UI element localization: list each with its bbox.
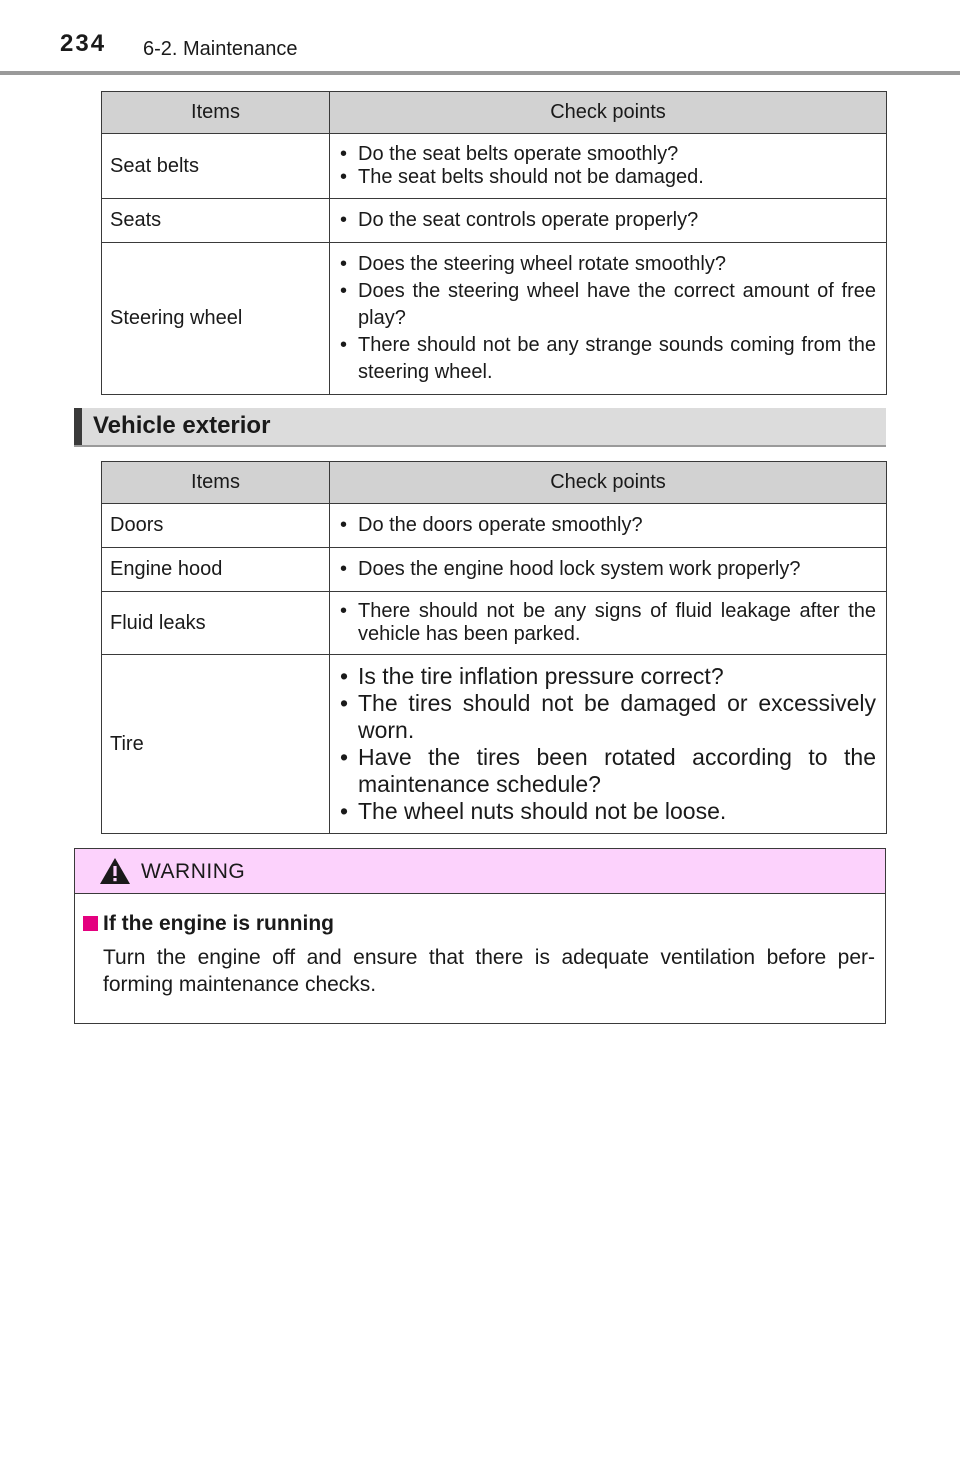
column-header-check-points: Check points <box>330 462 887 504</box>
warning-text: Turn the engine off and ensure that there is adequate ventilation before per-forming maintenance checks. <box>103 946 875 996</box>
page-number: 234 <box>60 30 107 57</box>
warning-header <box>75 849 885 894</box>
table-row <box>102 655 887 834</box>
section-title: 6-2. Maintenance <box>143 38 298 60</box>
row-item-steering-wheel: Steering wheel <box>102 243 330 395</box>
table-header-row <box>102 462 887 504</box>
check-point: • There should not be any strange sounds coming from the steering wheel. <box>338 332 876 386</box>
table-row <box>102 592 887 655</box>
check-point: • The tires should not be damaged or excessively worn. <box>338 690 876 744</box>
table-row <box>102 504 887 548</box>
check-point: • The wheel nuts should not be loose. <box>338 798 876 825</box>
section-heading-vehicle-exterior: Vehicle exterior <box>93 412 271 439</box>
page-header <box>0 0 960 76</box>
section-heading-rule <box>74 445 886 447</box>
row-item-engine-hood: Engine hood <box>102 548 330 592</box>
warning-triangle-icon <box>99 857 131 885</box>
table-row <box>102 243 887 395</box>
row-check-points <box>330 655 887 834</box>
column-header-check-points: Check points <box>330 92 887 134</box>
row-check-points <box>330 504 887 548</box>
check-point: • Does the engine hood lock system work properly? <box>338 556 876 583</box>
row-check-points <box>330 548 887 592</box>
table-row <box>102 199 887 243</box>
check-point: • There should not be any signs of fluid leakage after the vehicle has been parked. <box>338 600 876 646</box>
warning-title: WARNING <box>141 860 246 883</box>
warning-subtitle: If the engine is running <box>103 912 334 935</box>
column-header-items: Items <box>102 92 330 134</box>
check-point: • Do the seat controls operate properly? <box>338 207 876 234</box>
row-check-points <box>330 199 887 243</box>
table-header-row <box>102 92 887 134</box>
check-point: • Does the steering wheel have the correct amount of free play? <box>338 278 876 332</box>
exterior-check-table <box>101 461 887 834</box>
row-item-seat-belts: Seat belts <box>102 134 330 199</box>
warning-box <box>74 848 886 1024</box>
row-check-points <box>330 592 887 655</box>
column-header-items: Items <box>102 462 330 504</box>
square-bullet-icon <box>83 916 98 931</box>
table-row <box>102 134 887 199</box>
check-point: • Does the steering wheel rotate smoothly? <box>338 251 876 278</box>
row-item-tire: Tire <box>102 655 330 834</box>
interior-check-table <box>101 91 887 395</box>
check-point: • Is the tire inflation pressure correct? <box>338 663 876 690</box>
row-check-points <box>330 243 887 395</box>
header-rule <box>0 71 960 75</box>
row-item-fluid-leaks: Fluid leaks <box>102 592 330 655</box>
check-point: • The seat belts should not be damaged. <box>338 166 876 189</box>
row-check-points <box>330 134 887 199</box>
row-item-doors: Doors <box>102 504 330 548</box>
table-row <box>102 548 887 592</box>
row-item-seats: Seats <box>102 199 330 243</box>
check-point: • Have the tires been rotated according to the maintenance schedule? <box>338 744 876 798</box>
check-point: • Do the seat belts operate smoothly? <box>338 143 876 166</box>
check-point: • Do the doors operate smoothly? <box>338 512 876 539</box>
section-heading-accent <box>74 408 82 446</box>
